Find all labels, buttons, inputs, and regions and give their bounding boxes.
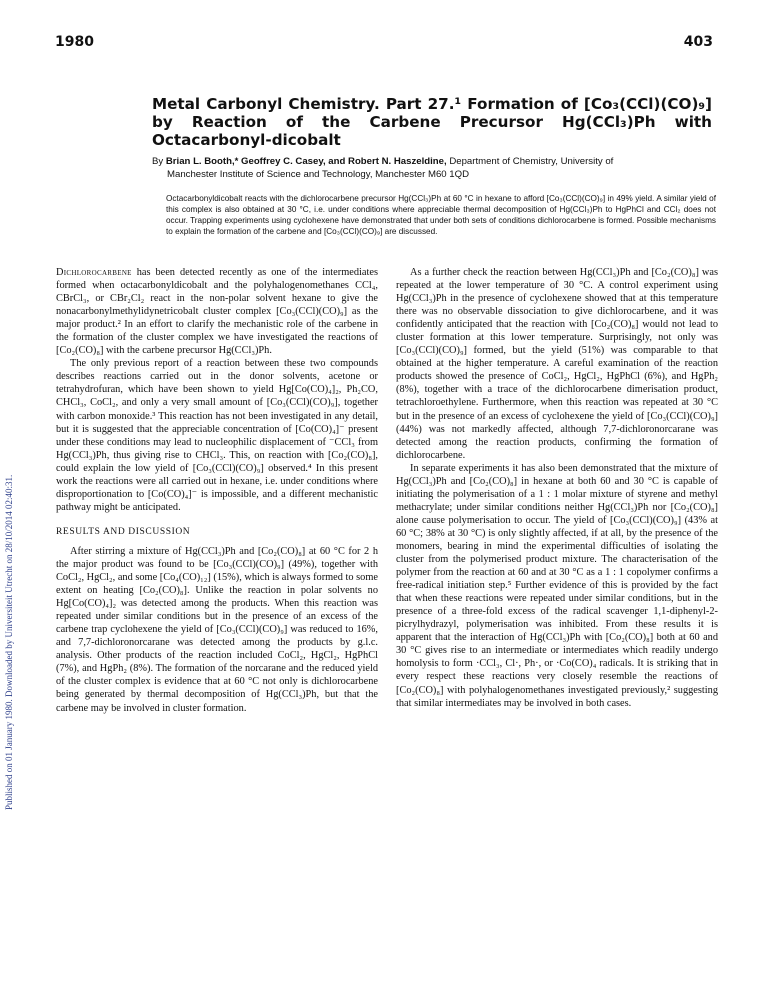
- journal-year: 1980: [55, 34, 94, 50]
- section-heading: RESULTS AND DISCUSSION: [56, 526, 191, 537]
- paragraph: In separate experiments it has also been demonstrated that the mixture of Hg(CCl₃)Ph and [Co₂(CO)₈] in hexane at both 60 and 30 °C is capable of initiating the polymerisation of a 1 : 1 molar mixture of styrene and methyl methacrylate; under similar conditions neither Hg(CCl₃)Ph nor [Co₂(CO)₈] alone cause polymerisation to occur. The yield of [Co₃(CCl)(CO)₉] (43% at 60 °C; 38% at 30 °C) is only slightly affected, if at all, by the presence of the monomers, bearing in mind the experimental difficulties of isolating the cluster from the polymerised product mixture. The characterisation of the polymer from the reaction at 60 and at 30 °C as a 1 : 1 copolymer confirms a free-radical initiation step.⁵ Further evidence of this is provided by the fact that when these reactions were repeated under similar conditions, but in the presence of a three-fold excess of the radical scavenger 1,1-diphenyl-2-picrylhydrazyl, polymerisation was inhibited. From these results it is apparent that the interaction of Hg(CCl₃)Ph with [Co₂(CO)₈] both at 60 and 30 °C gives rise to an intermediate or intermediates which readily undergo homolysis to form ·CCl₃, Cl·, Ph·, or ·Co(CO)₄ radicals. It is striking that in every respect these reactions very closely resemble the reactions of [Co₂(CO)₈] with polyhalogenomethanes investigated previously,² suggesting that similar intermediates may be involved in both cases.: [396, 462, 718, 709]
- download-watermark: Published on 01 January 1980. Downloaded by Universiteit Utrecht on 28/10/2014 02:40:31.: [4, 474, 14, 810]
- paragraph: As a further check the reaction between Hg(CCl₃)Ph and [Co₂(CO)₈] was repeated at the lower temperature of 30 °C. A control experiment using Hg(CCl₃)Ph in the presence of cyclohexene showed that at this temperature there was no observable dissociation to give dichlorocarbene, and it was confidently anticipated that the reaction with [Co₂(CO)₈] would not lead to cluster formation at this lower temperature. Surprisingly, not only was [Co₃(CCl)(CO)₉] formed, but the yield (51%) was comparable to that obtained at the higher temperature. A careful examination of the reaction products showed the presence of CoCl₂, HgCl₂, HgPhCl (6%), and HgPh₂ (8%), together with a trace of the dichlorocarbene dimerisation product, tetrachloroethylene. Furthermore, when this reaction was repeated at 30 °C but in the presence of an excess of cyclohexene the yield of [Co₃(CCl)(CO)₉] (44%) was not markedly affected, although 7,7-dichloronorcarane was detected among the reaction products, confirming the formation of dichlorocarbene.: [396, 267, 718, 461]
- paragraph: After stirring a mixture of Hg(CCl₃)Ph and [Co₂(CO)₈] at 60 °C for 2 h the major product was found to be [Co₃(CCl)(CO)₉] (49%), together with CoCl₂, HgCl₂, and some [Co₄(CO)₁₂] (15%), which is always formed to some extent on heating [Co₂(CO)₈]. Unlike the reaction in polar solvents no Hg[Co(CO)₄]₂ was detected among the products. When this reaction was repeated under similar conditions but in the presence of an excess of the carbene trap cyclohexene the yield of [Co₃(CCl)(CO)₉] was reduced to 16%, and 7,7-dichloronorcarane was detected among the products by g.l.c. analysis. Other products of the reaction included CoCl₂, HgCl₂, HgPhCl (7%), and HgPh₂ (8%). The formation of the norcarane and the reduced yield of the cluster complex is evidence that at 60 °C not only is dichlorocarbene being generated by thermal decomposition of Hg(CCl₃)Ph, but that the carbene may be involved in cluster formation.: [56, 545, 378, 714]
- author-names: Brian L. Booth,* Geoffrey C. Casey, and Robert N. Haszeldine,: [165, 156, 447, 167]
- right-column: [396, 266, 718, 710]
- left-column: [56, 266, 378, 715]
- author-prefix: By: [152, 156, 164, 167]
- affiliation-line2: Manchester Institute of Science and Technology, Manchester M60 1QD: [167, 169, 470, 180]
- paragraph: [56, 266, 378, 357]
- affiliation-line1: Department of Chemistry, University of: [449, 156, 614, 167]
- author-block: [152, 155, 717, 181]
- paragraph-text: has been detected recently as one of the intermediates formed when octacarbonyldicobalt and the polyhalogenomethanes CCl₄, CBrCl₃, or CBr₂Cl₂ react in the non-polar solvent hexane to give the nonacarbonylmethylidynetricobalt cluster complex [Co₃(CCl)(CO)₉] as the major product.² In an effort to clarify the mechanistic role of the carbene in the formation of the cluster complex we have investigated the reactions of [Co₂(CO)₈] with the carbene precursor Hg(CCl₃)Ph.: [56, 267, 378, 357]
- article-title: Metal Carbonyl Chemistry. Part 27.¹ Formation of [Co₃(CCl)(CO)₉] by Reaction of the Carbene Precursor Hg(CCl₃)Ph with Octacarbonyl-dicobalt: [152, 95, 712, 149]
- running-header: [55, 34, 713, 56]
- lead-word: Dichlorocarbene: [56, 267, 132, 278]
- page-number: 403: [683, 34, 713, 50]
- abstract: Octacarbonyldicobalt reacts with the dichlorocarbene precursor Hg(CCl₃)Ph at 60 °C in hexane to afford [Co₃(CCl)(CO)₉] in 49% yield. A similar yield of this complex is also obtained at 30 °C, i.e. under conditions where appreciable thermal decomposition of Hg(CCl₃)Ph to HgPhCl and CCl₂ does not occur. Trapping experiments using cyclohexene have demonstrated that under both sets of conditions dichlorocarbene is formed. Possible mechanisms to explain the formation of the carbene and [Co₃(CCl)(CO)₉] are discussed.: [166, 194, 716, 236]
- paragraph: The only previous report of a reaction between these two compounds describes reactions carried out in the donor solvents, acetone or tetrahydrofuran, which have been shown to yield Hg[Co(CO)₄]₂, Ph₂CO, CHCl₃, CoCl₂, and only a very small amount of [Co₃(CCl)(CO)₉], together with carbon monoxide.³ This reaction has not been investigated in any detail, but it is suggested that the appreciable concentration of [Co(CO)₄]⁻ present under these conditions may lead to nucleophilic displacement of ⁻CCl₃ from Hg(CCl₃)Ph, thus giving rise to CHCl₃. This, on reaction with [Co₂(CO)₈], could explain the low yield of [Co₃(CCl)(CO)₉] observed.⁴ In this present work the reactions were all carried out in hexane, i.e. under conditions where disproportionation to [Co(CO)₄]⁻ is impossible, and a different mechanistic pathway might be anticipated.: [56, 358, 378, 513]
